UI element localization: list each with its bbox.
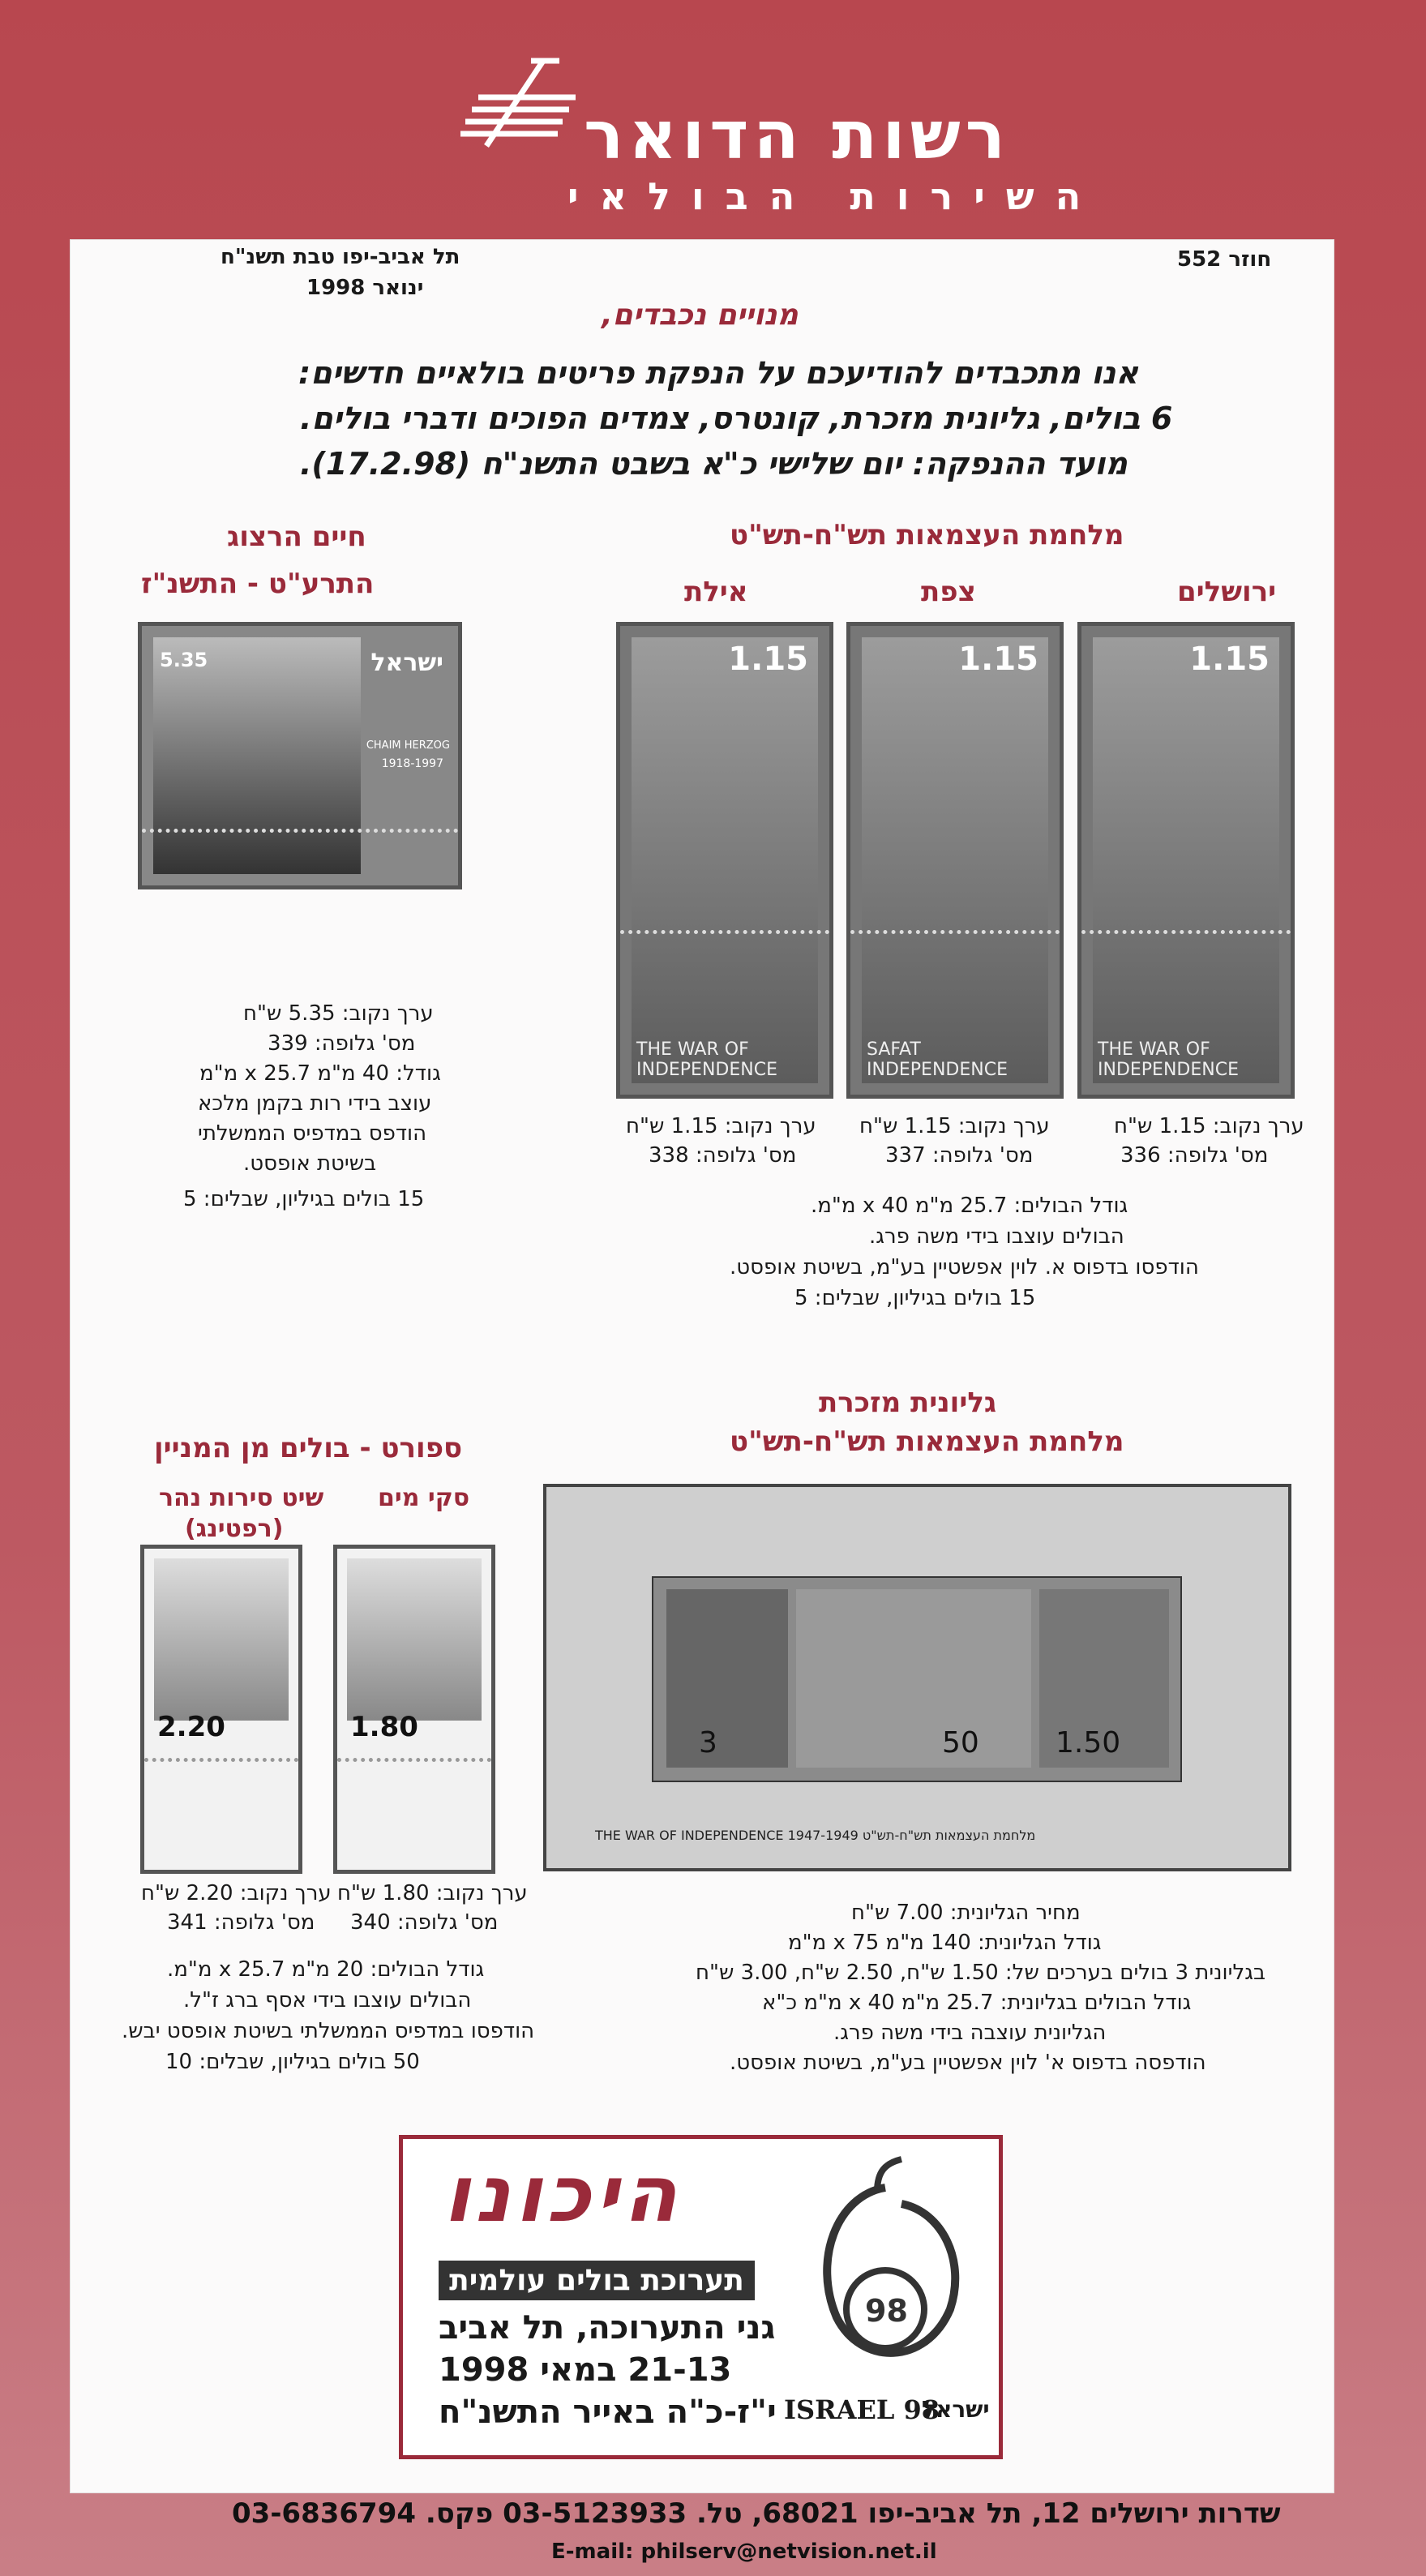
stamp-face-value: 1.15: [958, 641, 1038, 678]
exhibition-dates: 21-13 במאי 1998: [439, 2351, 732, 2389]
herzog-title: חיים הרצוג: [227, 521, 366, 553]
jerusalem-catalog: מס' גלופה: 336: [1120, 1143, 1269, 1168]
sheet-detail-5: הגליונית עוצבה בידי משה פרג.: [833, 2021, 1107, 2045]
eilat-catalog: מס' גלופה: 338: [649, 1143, 797, 1168]
sheet-detail-2: גודל הגליונית: 140 מ"מ x 75 מ"מ: [788, 1931, 1102, 1955]
exhibition-venue: גני התערוכה, תל אביב: [439, 2309, 776, 2347]
safed-catalog: מס' גלופה: 337: [885, 1143, 1034, 1168]
sheet-map-stamp: [796, 1589, 1031, 1768]
greeting: מנויים נכבדים,: [602, 298, 799, 332]
sport-title: ספורט - בולים מן המניין: [154, 1432, 463, 1464]
safed-value: ערך נקוב: 1.15 ש"ח: [859, 1114, 1050, 1138]
rafting-artwork: [154, 1558, 289, 1721]
exhibition-hebrew-dates: י"ז-כ"ה באייר התשנ"ח: [439, 2394, 777, 2431]
war-detail-2: הבולים עוצבו בידי משה פרג.: [869, 1224, 1124, 1249]
svg-text:98: 98: [865, 2293, 908, 2329]
souvenir-sheet: [543, 1484, 1291, 1871]
waterski-value: ערך נקוב: 1.80 ש"ח: [337, 1881, 528, 1905]
stamp-image: [862, 637, 1048, 1083]
perforation: [1081, 930, 1291, 934]
sheet-stamp-value: 50: [942, 1726, 979, 1759]
sheet-caption: THE WAR OF INDEPENDENCE 1947-1949 מלחמת העצמאות תש"ח-תש"ט: [595, 1828, 1036, 1843]
sheet-detail-4: גודל הבולים בגליונית: 25.7 מ"מ x 40 מ"מ כ"א: [762, 1991, 1192, 2015]
sheet-title-1: גליונית מזכרת: [819, 1387, 997, 1419]
circular-number: חוזר 552: [1177, 247, 1272, 272]
herzog-detail-1: ערך נקוב: 5.35 ש"ח: [243, 1001, 434, 1026]
stamp-face-value: 5.35: [160, 649, 208, 671]
herzog-detail-7: 15 בולים בגיליון, שבלים: 5: [183, 1187, 425, 1211]
rafting-subname: (רפטינג): [185, 1515, 284, 1543]
perforation: [850, 930, 1060, 934]
perforation: [144, 1758, 298, 1762]
stamp-caption: SAFAT INDEPENDENCE: [867, 1039, 1008, 1080]
stamp-name-jerusalem: ירושלים: [1177, 576, 1277, 608]
stamp-caption: THE WAR OF INDEPENDENCE: [1098, 1039, 1239, 1080]
stamp-person-years: 1918-1997: [381, 757, 443, 770]
stamp-rafting: [140, 1545, 302, 1874]
sheet-detail-1: מחיר הגליונית: 7.00 ש"ח: [851, 1901, 1081, 1925]
header-subtitle: השירות הבולאי: [567, 174, 1103, 218]
rafting-catalog: מס' גלופה: 341: [167, 1910, 315, 1935]
herzog-detail-5: הודפס במדפיס הממשלתי: [198, 1121, 427, 1146]
sport-detail-3: הודפסו במדפיס הממשלתי בשיטת אופסט יבש.: [122, 2019, 535, 2043]
exhibition-box: [399, 2135, 1003, 2459]
sheet-stamp-left: [666, 1589, 788, 1768]
stamp-herzog: [138, 622, 462, 889]
stamp-water-ski: [333, 1545, 495, 1874]
intro-line-2: 6 בולים, גליונית מזכרת, קונטרס, צמדים הפוכים ודברי בולים.: [300, 401, 1173, 436]
stamp-jerusalem: [1077, 622, 1295, 1099]
waterski-catalog: מס' גלופה: 340: [350, 1910, 499, 1935]
exhibition-banner: תערוכת בולים עולמית: [439, 2261, 755, 2300]
stamp-person-name: CHAIM HERZOG: [366, 739, 450, 752]
sport-detail-1: גודל הבולים: 20 מ"מ x 25.7 מ"מ.: [167, 1957, 485, 1982]
war-section-title: מלחמת העצמאות תש"ח-תש"ט: [730, 519, 1124, 551]
exhibition-logo-hebrew: ישראל: [922, 2396, 990, 2423]
war-detail-4: 15 בולים בגיליון, שבלים: 5: [794, 1286, 1036, 1310]
sport-detail-4: 50 בולים בגיליון, שבלים: 10: [165, 2050, 420, 2074]
month-date: ינואר 1998: [306, 276, 424, 300]
war-detail-3: הודפסו בדפוס א. לוין אפשטיין בע"מ, בשיטת אופסט.: [730, 1255, 1199, 1279]
sheet-stamp-value: 1.50: [1056, 1726, 1121, 1759]
stamp-safed: [846, 622, 1064, 1099]
exhibition-logo-text: ISRAEL 98: [784, 2394, 940, 2425]
stamp-eilat: [616, 622, 833, 1099]
sport-detail-2: הבולים עוצבו בידי אסף ברג ז"ל.: [183, 1988, 472, 2012]
sheet-detail-3: בגליונית 3 בולים בערכים של: 1.50 ש"ח, 2.50 ש"ח, 3.00 ש"ח: [696, 1961, 1265, 1985]
stamp-country: ישראל: [370, 649, 443, 677]
intro-line-1: אנו מתכבדים להודיעכם על הנפקת פריטים בולאיים חדשים:: [298, 355, 1139, 391]
herzog-portrait: [153, 637, 361, 874]
herzog-detail-2: מס' גלופה: 339: [268, 1031, 416, 1056]
stamp-face-value: 2.20: [157, 1711, 225, 1743]
israel-98-apple-icon: [788, 2155, 974, 2398]
sheet-stamp-value: 3: [699, 1726, 717, 1759]
herzog-detail-3: גודל: 40 מ"מ x 25.7 מ"מ: [199, 1061, 441, 1086]
waterski-name: סקי מים: [378, 1484, 470, 1512]
sheet-title-2: מלחמת העצמאות תש"ח-תש"ט: [730, 1425, 1124, 1458]
rafting-value: ערך נקוב: 2.20 ש"ח: [141, 1881, 332, 1905]
footer-email[interactable]: E-mail: philserv@netvision.net.il: [551, 2540, 937, 2564]
perforation: [142, 829, 458, 833]
stamp-image: [632, 637, 818, 1083]
header-title: רשות הדואר: [584, 97, 1011, 174]
sheet-detail-6: הודפסה בדפוס א' לוין אפשטיין בע"מ, בשיטת אופסט.: [730, 2051, 1206, 2075]
exhibition-title: היכונו: [443, 2149, 682, 2240]
war-detail-1: גודל הבולים: 25.7 מ"מ x 40 מ"מ.: [811, 1194, 1128, 1218]
stamp-face-value: 1.15: [1189, 641, 1270, 678]
perforation: [620, 930, 829, 934]
herzog-years: התרע"ט - התשנ"ז: [141, 568, 375, 600]
stamp-face-value: 1.15: [728, 641, 808, 678]
footer-address: שדרות ירושלים 12, תל אביב-יפו 68021, טל. 03-5123933 פקס. 03-6836794: [232, 2497, 1281, 2530]
sheet-stamp-block: [652, 1576, 1182, 1782]
eilat-value: ערך נקוב: 1.15 ש"ח: [626, 1114, 816, 1138]
jerusalem-value: ערך נקוב: 1.15 ש"ח: [1114, 1114, 1304, 1138]
perforation: [337, 1758, 491, 1762]
rafting-name: שיט סירות נהר: [159, 1484, 324, 1512]
intro-line-3: מועד ההנפקה: יום שלישי כ"א בשבט התשנ"ח (17.2.98).: [300, 446, 1128, 482]
herzog-detail-4: עוצב בידי רות בקמן מלכא: [198, 1091, 432, 1116]
stamp-image: [1093, 637, 1279, 1083]
water-ski-artwork: [347, 1558, 482, 1721]
stamp-face-value: 1.80: [350, 1711, 418, 1743]
sheet-stamp-right: [1039, 1589, 1169, 1768]
herzog-detail-6: בשיטת אופסט.: [243, 1151, 377, 1176]
stamp-caption: THE WAR OF INDEPENDENCE: [636, 1039, 777, 1080]
stamp-name-eilat: אילת: [684, 576, 748, 608]
stamp-name-safed: צפת: [921, 576, 976, 608]
place-date: תל אביב-יפו טבת תשנ"ח: [221, 245, 460, 269]
